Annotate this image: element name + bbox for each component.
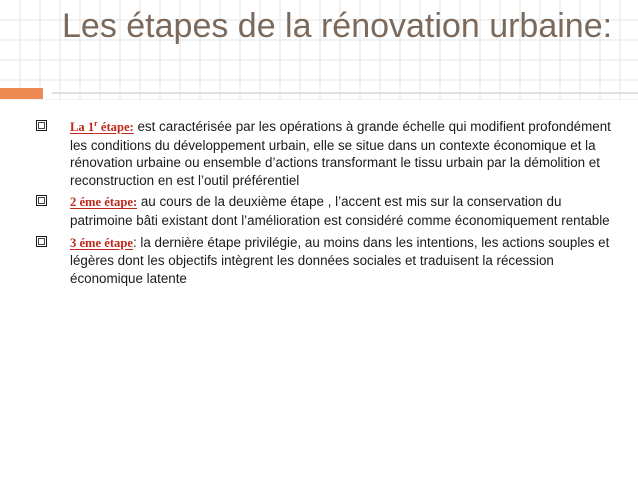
bullet-item-stage-1 bbox=[34, 118, 614, 189]
bullet-text: est caractérisée par les opérations à grande échelle qui modifient profondément les conditions du développement urbain, elle se situe dans un contexte économique et la rénovation urbaine ou ensemble d’actions transformant le tissu urbain par la démolition et reconstruction en est l’outil préférentiel bbox=[70, 119, 611, 188]
square-bullet-icon bbox=[36, 236, 47, 247]
bullet-item-stage-3 bbox=[34, 234, 614, 288]
stage-label: 2 éme étape: bbox=[70, 195, 138, 210]
bullet-text: au cours de la deuxième étape , l’accent est mis sur la conservation du patrimoine bâti existant dont l’amélioration est considéré comme économiquement rentable bbox=[70, 194, 610, 228]
title-divider bbox=[52, 92, 638, 94]
stage-label: 3 éme étape bbox=[70, 235, 133, 250]
slide-title: Les étapes de la rénovation urbaine: bbox=[62, 7, 613, 45]
title-accent-bar bbox=[0, 88, 43, 99]
bullet-item-stage-2 bbox=[34, 193, 614, 229]
bullet-text: : la dernière étape privilégie, au moins dans les intentions, les actions souples et légères dont les objectifs intègrent les données sociales et traduisent la récession économique latente bbox=[70, 234, 610, 286]
square-bullet-icon bbox=[36, 195, 47, 206]
square-bullet-icon bbox=[36, 120, 47, 131]
bullet-list bbox=[34, 118, 614, 291]
stage-label: La 1$^r$ étape: bbox=[70, 118, 134, 134]
